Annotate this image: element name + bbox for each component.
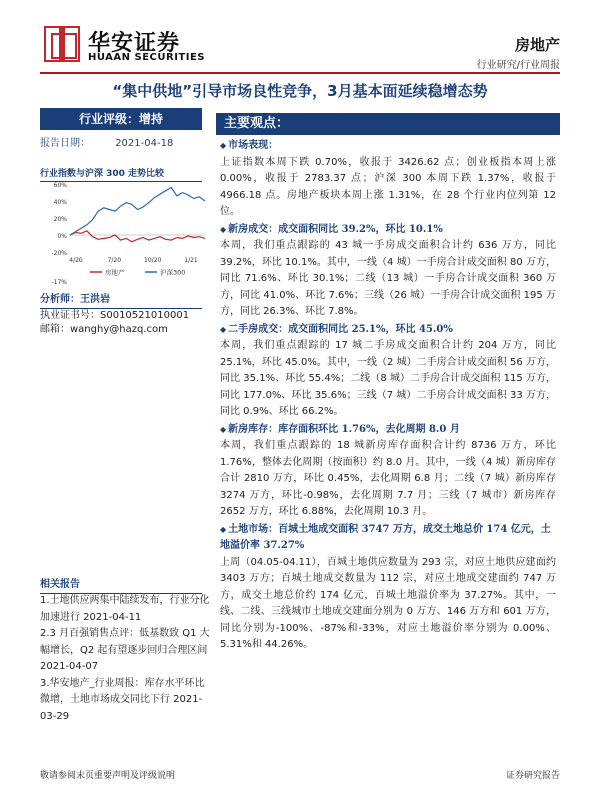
section-heading-inventory: ◆ 新房库存：库存面积环比 1.76%，去化周期 8.0 月 — [220, 421, 556, 439]
disclaimer-note: 敬请参阅末页重要声明及评级说明 — [40, 771, 176, 781]
analyst-email: 邮箱：wanghy@hazq.com — [40, 324, 168, 335]
section-heading-second-hand: ◆ 二手房成交：成交面积同比 25.1%，环比 45.0% — [220, 321, 556, 339]
main-points-heading: 主要观点： — [216, 113, 560, 135]
series-line — [70, 187, 205, 235]
industry-rating: 行业评级：增持 — [40, 108, 202, 130]
related-report-item[interactable]: 1.土地供应两集中陆续发布，行业分化加速进行 2021-04-11 — [40, 595, 210, 623]
header-divider — [40, 72, 560, 74]
section-body-second-hand: 本周，我们重点跟踪的 17 城二手房成交面积合计约 204 万方，同比 25.1%，环比 45.0%。其中，一线（2 城）二手房合计成交面积 56 万方，同比 35.1%、环比 55.4%；二线（8 城）二手房合计成交面积 115 万方，同比 177.0%、环比 35.6%；三线（7 城）二手房合计成交面积 33 万方，同比 0.9%、环比 66.2%。 — [220, 340, 556, 417]
related-report-item[interactable]: 2.3 月百强销售点评：低基数致 Q1 大幅增长，Q2 起有望逐步回归合理区间 2021-04-07 — [40, 628, 210, 672]
report-date-label: 报告日期： — [40, 138, 90, 149]
chart-title: 行业指数与沪深 300 走势比较 — [40, 166, 202, 182]
related-reports-list — [40, 593, 210, 725]
brand-name-en: HUAAN SECURITIES — [88, 52, 205, 63]
y-tick-label: 20% — [53, 216, 67, 223]
y-tick-label: 60% — [53, 182, 67, 189]
series-line — [70, 231, 205, 242]
section-body-land: 上周（04.05-04.11），百城土地供应数量为 293 宗，对应土地供应建面约 3403 万方；百城土地成交数量为 112 宗，对应土地成交建面约 747 万方，成交土地总价约 174 亿元，百城土地溢价率为 37.27%。其中，一线、二线、三线城市土地成交建面分别为 0 万方、146 万方和 601 万方，同比分别为-100%、-87%和-33%，对应土地溢价率分别为 0.00%、5.31%和 44.26%。 — [220, 556, 556, 650]
legend-label: 沪深300 — [160, 268, 186, 277]
section-heading-land: ◆ 土地市场：百城土地成交面积 3747 万方，成交土地总价 174 亿元，土地溢价率 37.27% — [220, 521, 556, 555]
y-tick-label: -17% — [51, 279, 67, 286]
section-body-inventory: 本周，我们重点跟踪的 18 城新房库存面积合计约 8736 万方，环比 1.76%，整体去化周期（按面积）约 8.0 月。其中，一线（4 城）新房库存合计 2810 万方，环比 0.45%，去化周期 6.8 月；二线（7 城）新房库存 3274 万方，环比-0.98%，去化周期 7.7 月；三线（7 城市）新房库存 2652 万方，环比 6.88%，去化周期 10.3 月。 — [220, 440, 556, 517]
section-body-new-home: 本周，我们重点跟踪的 43 城一手房成交面积合计约 636 万方，同比 39.2%，环比 10.1%。其中，一线（4 城）一手房合计成交面积 80 万方，同比 71.6%、环比 30.1%；二线（13 城）一手房合计成交面积 360 万方，同比 41.0%、环比 7.6%；三线（26 城）一手房合计成交面积 195 万方，同比 26.3%、环比 7.8%。 — [220, 240, 556, 317]
section-heading-new-home: ◆ 新房成交：成交面积同比 39.2%，环比 10.1% — [220, 221, 556, 239]
report-date-value: 2021-04-18 — [115, 138, 174, 149]
report-category: 证券研究报告 — [505, 771, 560, 781]
legend-label: 房地产 — [105, 268, 125, 277]
y-tick-label: 0% — [57, 233, 67, 240]
x-tick-label: 7/20 — [107, 257, 122, 264]
related-reports-heading: 相关报告 — [40, 575, 202, 594]
report-title: “集中供地”引导市场良性竞争，3月基本面延续稳增态势 — [112, 82, 488, 100]
company-logo — [44, 26, 80, 62]
x-tick-label: 10/20 — [144, 257, 162, 264]
related-report-item[interactable]: 3.华安地产_行业周报：库存水平环比微增，土地市场成交同比下行 2021-03-29 — [40, 677, 205, 722]
brand-name-cn: 华安证券 — [88, 30, 181, 56]
report-date — [40, 134, 173, 149]
sector-label: 房地产 — [514, 36, 560, 54]
y-tick-label: -20% — [51, 250, 67, 257]
main-points-body — [220, 137, 556, 654]
section-body-market: 上证指数本周下跌 0.70%，收报于 3426.62 点；创业板指本周上涨 0.00%，收报于 2783.37 点；沪深 300 本周下跌 1.37%，收报于 4966.18 点。房地产板块本周上涨 1.31%，在 28 个行业内位列第 12 位。 — [220, 156, 556, 217]
analyst-heading: 分析师：王洪岩 — [40, 290, 202, 309]
report-type: 行业研究/行业周报 — [476, 60, 560, 71]
performance-chart — [40, 180, 210, 292]
x-tick-label: 4/20 — [69, 257, 83, 264]
x-tick-label: 1/21 — [184, 257, 198, 264]
section-heading-market: ◆ 市场表现： — [220, 137, 556, 155]
y-tick-label: 40% — [53, 199, 67, 206]
certificate-number: 执业证书号：S0010521010001 — [40, 310, 190, 321]
